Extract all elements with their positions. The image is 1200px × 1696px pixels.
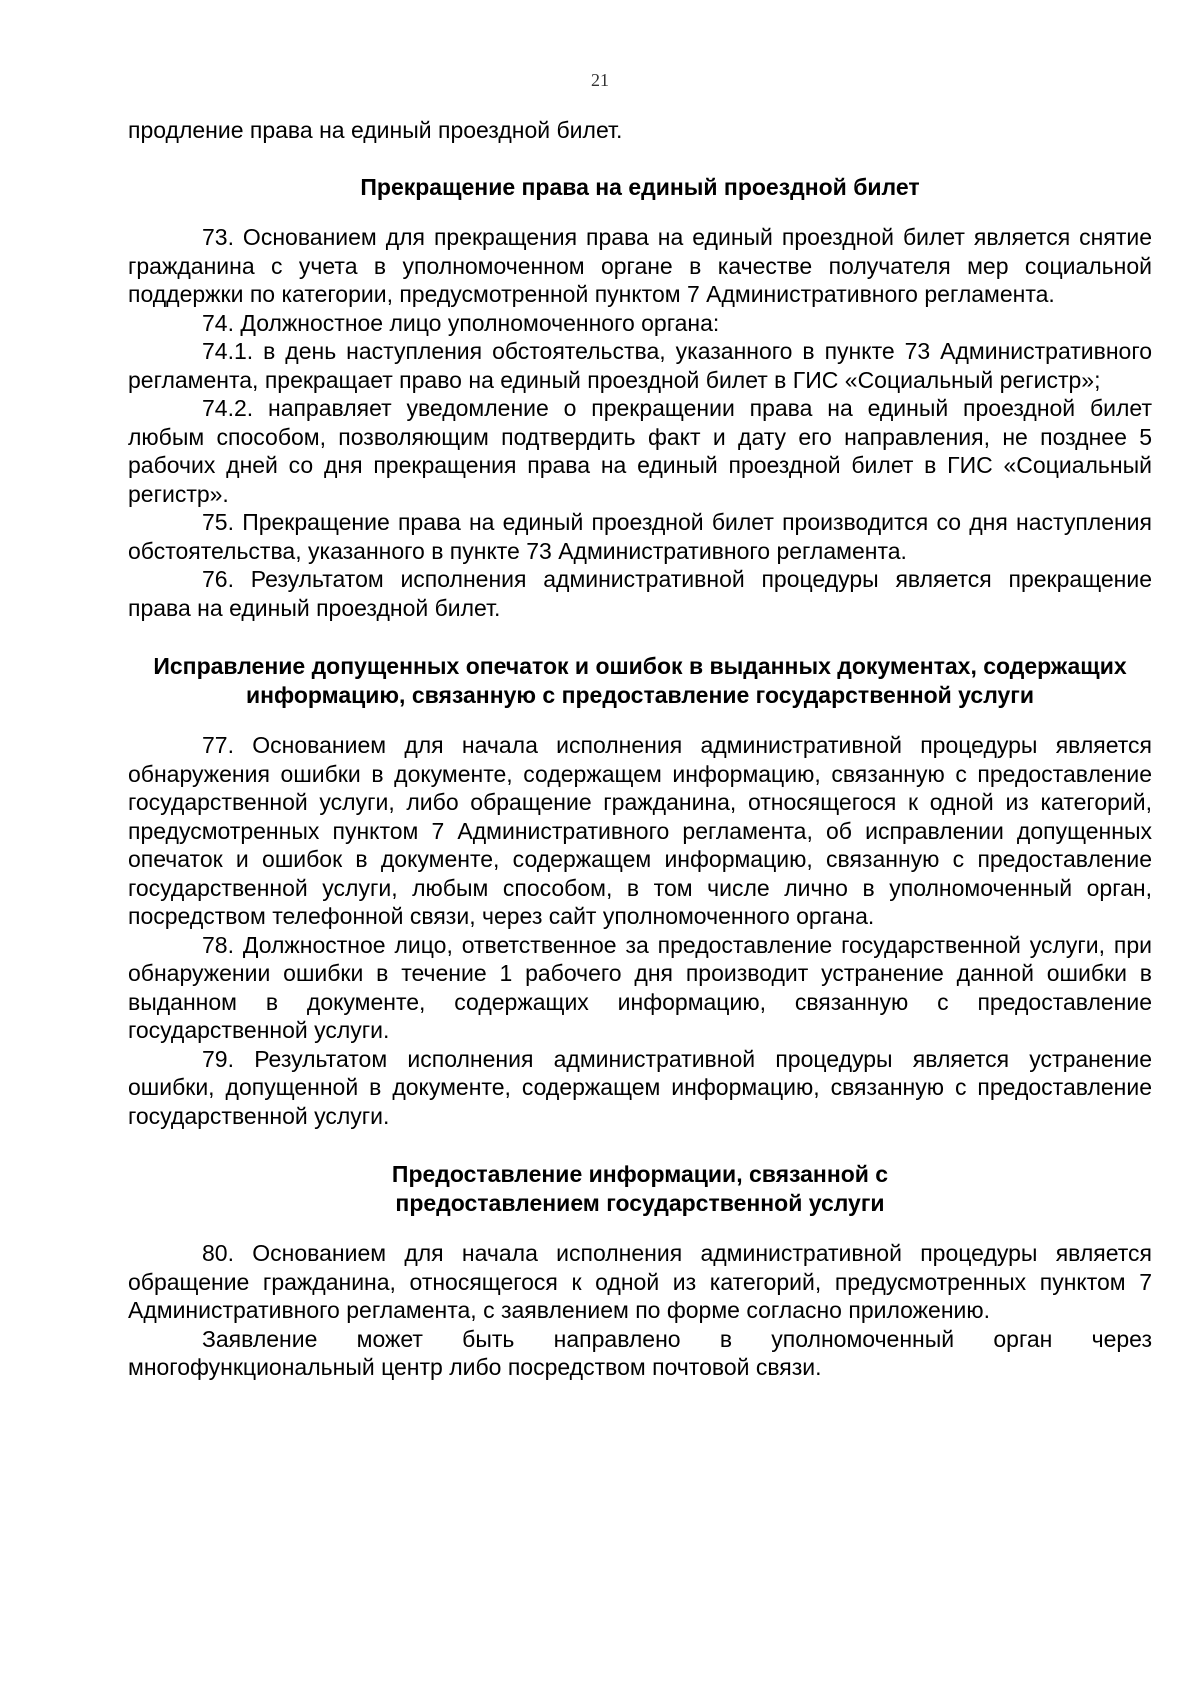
section-heading-termination: Прекращение права на единый проездной билет	[360, 173, 920, 200]
paragraph-80: 80. Основанием для начала исполнения административной процедуры является обращение гражданина, относящегося к одной из категорий, предусмотренных пунктом 7 Административного регламента, с заявлением по форме согласно приложению.	[128, 1240, 1152, 1323]
paragraph-73: 73. Основанием для прекращения права на единый проездной билет является снятие гражданина с учета в уполномоченном органе в качестве получателя мер социальной поддержки по категории, предусмотренной пунктом 7 Административного регламента.	[128, 224, 1152, 307]
paragraph-74-1: 74.1. в день наступления обстоятельства, указанного в пункте 73 Административного регламента, прекращает право на единый проездной билет в ГИС «Социальный регистр»;	[128, 338, 1152, 393]
section-heading-corrections: Исправление допущенных опечаток и ошибок в выданных документах, содержащих информацию, связанную с предоставление государственной услуги	[153, 653, 1127, 708]
paragraph-79: 79. Результатом исполнения административной процедуры является устранение ошибки, допущенной в документе, содержащем информацию, связанную с предоставление государственной услуги.	[128, 1045, 1152, 1129]
section-heading-information: Предоставление информации, связанной с предоставлением государственной услуги	[391, 1161, 889, 1216]
paragraph-74-2: 74.2. направляет уведомление о прекращении права на единый проездной билет любым способом, позволяющим подтвердить факт и дату его направления, не позднее 5 рабочих дней со дня прекращения права на единый проездной билет в ГИС «Социальный регистр».	[128, 395, 1152, 507]
document-body	[128, 116, 1152, 1382]
paragraph-75: 75. Прекращение права на единый проездной билет производится со дня наступления обстоятельства, указанного в пункте 73 Административного регламента.	[128, 509, 1152, 564]
paragraph-76: 76. Результатом исполнения административной процедуры является прекращение права на единый проездной билет.	[128, 566, 1152, 621]
page-number: 21	[591, 70, 609, 90]
paragraph-application: Заявление может быть направлено в уполномоченный орган через многофункциональный центр либо посредством почтовой связи.	[128, 1325, 1152, 1380]
paragraph-77: 77. Основанием для начала исполнения административной процедуры является обнаружения ошибки в документе, содержащем информацию, связанную с предоставление государственной услуги, либо обращение гражданина, относящегося к одной из категорий, предусмотренных пунктом 7 Административного регламента, об исправлении допущенных опечаток и ошибок в документе, содержащем информацию, связанную с предоставление государственной услуги, любым способом, в том числе лично в уполномоченный орган, посредством телефонной связи, через сайт уполномоченного органа.	[128, 732, 1152, 929]
paragraph-74: 74. Должностное лицо уполномоченного органа:	[202, 309, 720, 336]
paragraph-78: 78. Должностное лицо, ответственное за предоставление государственной услуги, при обнаружении ошибки в течение 1 рабочего дня производит устранение данной ошибки в выданном в документе, содержащих информацию, связанную с предоставление государственной услуги.	[128, 931, 1152, 1043]
opening-line: продление права на единый проездной билет.	[128, 117, 623, 143]
